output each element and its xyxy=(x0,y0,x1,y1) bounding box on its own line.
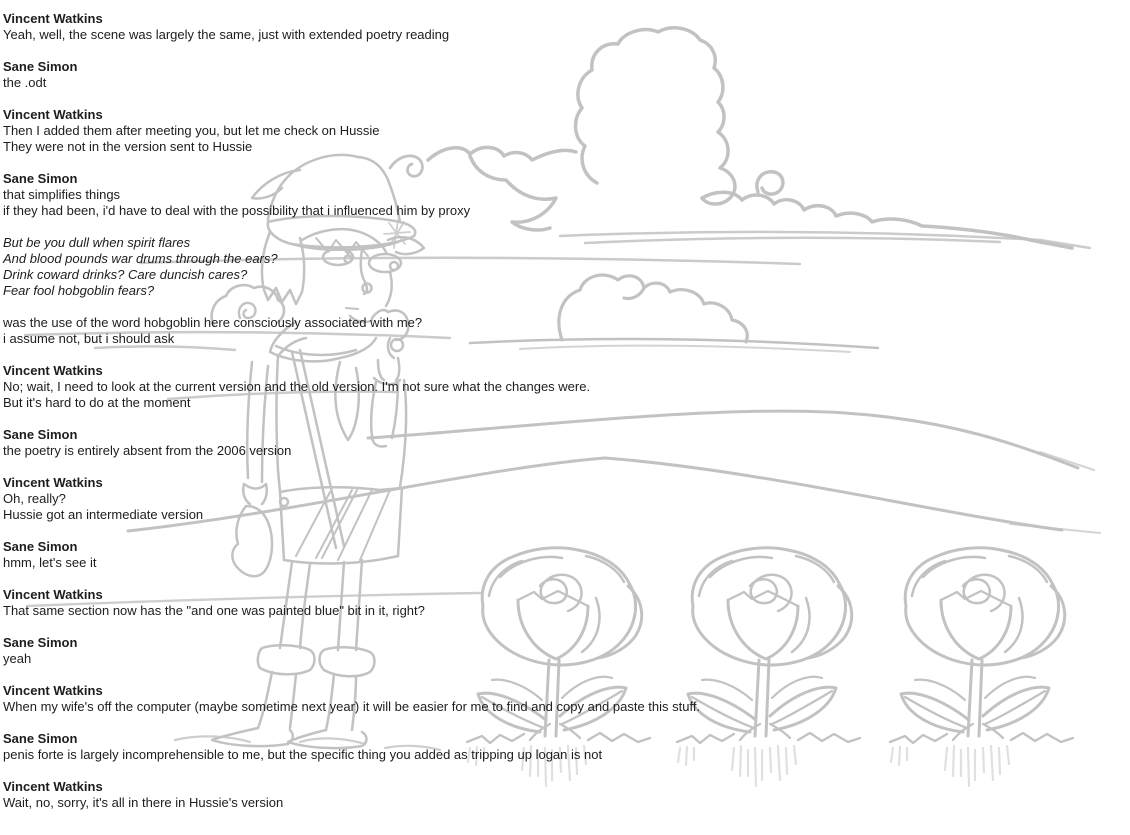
message-line: yeah xyxy=(3,651,32,666)
message-line: the poetry is entirely absent from the 2006 version xyxy=(3,443,292,458)
message-line: No; wait, I need to look at the current version and the old version. I'm not sure what the changes were. xyxy=(3,379,591,394)
message-line: if they had been, i'd have to deal with the possibility that i influenced him by proxy xyxy=(3,203,471,218)
message-line: When my wife's off the computer (maybe sometime next year) it will be easier for me to find and copy and paste this stuff. xyxy=(3,699,701,714)
chat-message xyxy=(3,683,1130,715)
message-sender: Vincent Watkins xyxy=(3,107,103,122)
chat-message xyxy=(3,363,1130,411)
message-sender: Vincent Watkins xyxy=(3,683,103,698)
message-line: that simplifies things xyxy=(3,187,121,202)
message-sender: Sane Simon xyxy=(3,635,78,650)
message-line: i assume not, but i should ask xyxy=(3,331,175,346)
message-line: Then I added them after meeting you, but let me check on Hussie xyxy=(3,123,380,138)
chat-message xyxy=(3,107,1130,155)
chat-message xyxy=(3,171,1130,219)
chat-message xyxy=(3,539,1130,571)
message-line: That same section now has the "and one was painted blue" bit in it, right? xyxy=(3,603,425,618)
chat-message xyxy=(3,427,1130,459)
message-line: Oh, really? xyxy=(3,491,66,506)
message-line: Hussie got an intermediate version xyxy=(3,507,204,522)
chat-message xyxy=(3,315,1130,347)
message-sender: Vincent Watkins xyxy=(3,11,103,26)
message-sender: Sane Simon xyxy=(3,539,78,554)
chat-log xyxy=(3,11,1130,827)
message-line: But be you dull when spirit flares xyxy=(3,235,191,250)
message-line: But it's hard to do at the moment xyxy=(3,395,191,410)
chat-message xyxy=(3,731,1130,763)
message-sender: Vincent Watkins xyxy=(3,363,103,378)
message-sender: Vincent Watkins xyxy=(3,475,103,490)
chat-message xyxy=(3,587,1130,619)
message-line: penis forte is largely incomprehensible to me, but the specific thing you added as tripping up logan is not xyxy=(3,747,603,762)
chat-message xyxy=(3,475,1130,523)
message-sender: Sane Simon xyxy=(3,731,78,746)
message-sender: Sane Simon xyxy=(3,59,78,74)
chat-message xyxy=(3,59,1130,91)
chat-message xyxy=(3,11,1130,43)
chat-message xyxy=(3,779,1130,811)
message-sender: Sane Simon xyxy=(3,171,78,186)
message-line: hmm, let's see it xyxy=(3,555,97,570)
chat-message xyxy=(3,635,1130,667)
message-line: And blood pounds war drums through the ears? xyxy=(3,251,278,266)
message-sender: Sane Simon xyxy=(3,427,78,442)
message-sender: Vincent Watkins xyxy=(3,587,103,602)
message-line: Fear fool hobgoblin fears? xyxy=(3,283,155,298)
message-line: was the use of the word hobgoblin here consciously associated with me? xyxy=(3,315,423,330)
message-line: Wait, no, sorry, it's all in there in Hussie's version xyxy=(3,795,284,810)
chat-message xyxy=(3,235,1130,299)
message-line: the .odt xyxy=(3,75,47,90)
message-sender: Vincent Watkins xyxy=(3,779,103,794)
message-line: Yeah, well, the scene was largely the same, just with extended poetry reading xyxy=(3,27,450,42)
message-line: They were not in the version sent to Hussie xyxy=(3,139,253,154)
message-line: Drink coward drinks? Care duncish cares? xyxy=(3,267,248,282)
